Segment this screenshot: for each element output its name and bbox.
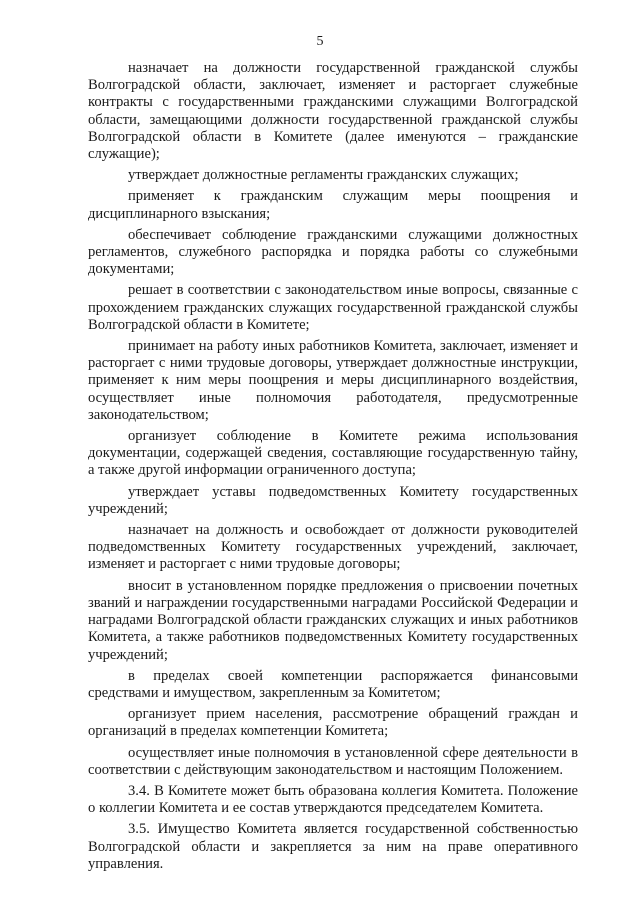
paragraph-section-3-4: 3.4. В Комитете может быть образована коллегия Комитета. Положение о коллегии Комитета и ее состав утверждаются председателем Комитета. [88, 782, 578, 817]
paragraph-approves-regulations: утверждает должностные регламенты гражданских служащих; [128, 167, 519, 184]
paragraph-citizen-reception: организует прием населения, рассмотрение обращений граждан и организаций в пределах компетенции Комитета; [88, 706, 578, 740]
paragraph-other-powers: осуществляет иные полномочия в установленной сфере деятельности в соответствии с действующим законодательством и настоящим Положением. [88, 744, 578, 778]
paragraph-hires-employees: принимает на работу иных работников Комитета, заключает, изменяет и расторгает с ними трудовые договоры, утверждает должностные инструкции, применяет к ним меры поощрения и меры дисциплинарного воздействия, осуществляет иные полномочия работодателя, предусмотренные законодательством; [88, 338, 578, 423]
paragraph-applies-incentives: применяет к гражданским служащим меры поощрения и дисциплинарного взыскания; [88, 188, 578, 222]
paragraph-appoints-heads: назначает на должность и освобождает от должности руководителей подведомственных Комитету государственных учреждений, заключает, изменяет и расторгает с ними трудовые договоры; [88, 522, 578, 573]
document-body [88, 60, 578, 877]
paragraph-resolves-issues: решает в соответствии с законодательством иные вопросы, связанные с прохождением гражданских служащих государственной гражданской службы Волгоградской области в Комитете; [88, 282, 578, 333]
paragraph-awards-proposals: вносит в установленном порядке предложения о присвоении почетных званий и награждении государственными наградами Российской Федерации и наградами Волгоградской области гражданских служащих и иных работников Комитета, а также работников подведомственных Комитету государственных учреждений; [88, 577, 578, 663]
paragraph-secrecy-regime: организует соблюдение в Комитете режима использования документации, содержащей сведения, составляющие государственную тайну, а также другой информации ограниченного доступа; [88, 428, 578, 479]
paragraph-section-3-5: 3.5. Имущество Комитета является государственной собственностью Волгоградской области и закрепляется за ним на праве оперативного управления. [88, 821, 578, 872]
paragraph-appoints-civil-servants: назначает на должности государственной гражданской службы Волгоградской области, заключает, изменяет и расторгает служебные контракты с государственными гражданскими служащими Волгоградской области, замещающими должности государственной гражданской службы Волгоградской области в Комитете (далее именуются – гражданские служащие); [88, 60, 578, 163]
page-number: 5 [316, 34, 324, 49]
paragraph-ensures-compliance: обеспечивает соблюдение гражданскими служащими должностных регламентов, служебного распорядка и порядка работы со служебными документами; [88, 226, 578, 278]
paragraph-manages-finances: в пределах своей компетенции распоряжается финансовыми средствами и имуществом, закрепленным за Комитетом; [88, 667, 578, 701]
paragraph-approves-charters: утверждает уставы подведомственных Комитету государственных учреждений; [88, 483, 578, 517]
